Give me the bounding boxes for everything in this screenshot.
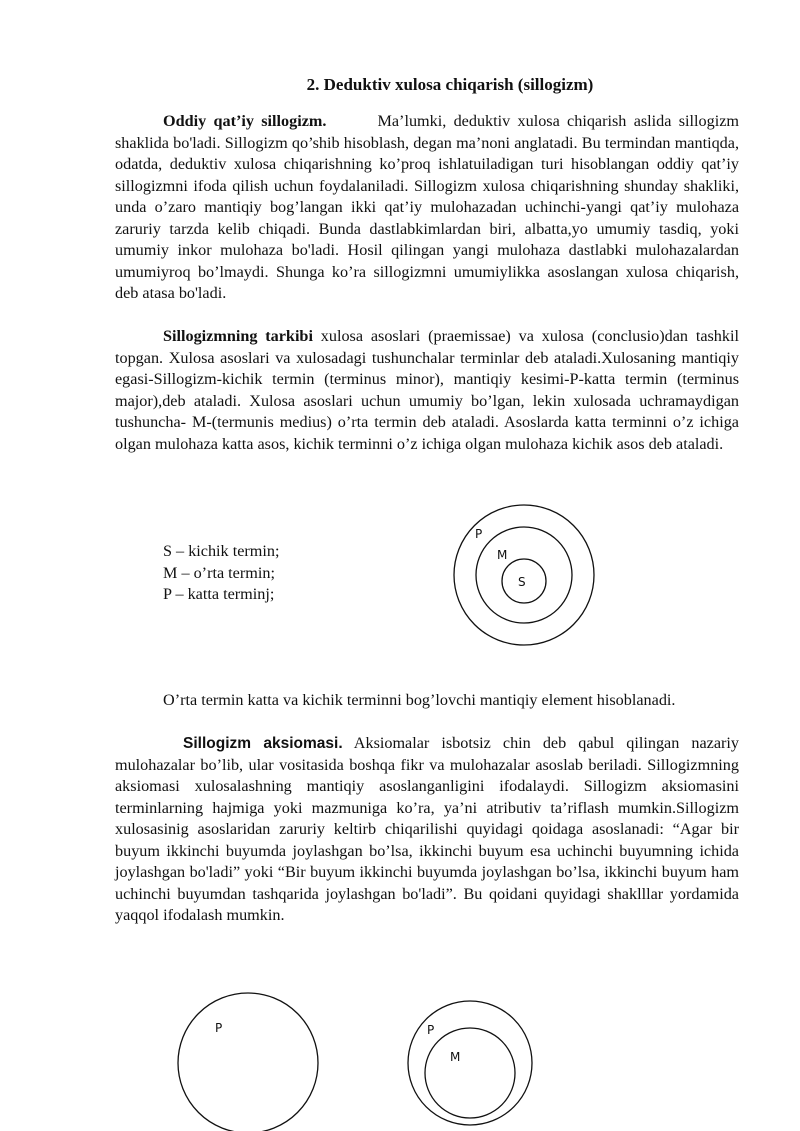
single-circle-diagram [170,980,330,1131]
section-title: 2. Deduktiv xulosa chiqarish (sillogizm) [306,75,594,94]
legend-s: S – kichik termin; [163,542,280,560]
legend-p: P – katta terminj; [163,585,275,603]
paragraph-middle-term: O’rta termin katta va kichik terminni bog’lovchi mantiqiy element hisoblanadi. [163,691,676,709]
paragraph-lead: Oddiy qat’iy sillogizm. [163,112,327,130]
paragraph-lead: Sillogizmning tarkibi [163,327,313,345]
label-p: P [215,1021,223,1035]
paragraph-text: Aksiomalar isbotsiz chin deb qabul qilingan nazariy mulohazalar bo’lib, ular vositasida boshqa fikr va mulohazalar asoslab beriladi. Sillogizmning aksiomasi xulosalashning mantiqiy asoslanganligini ifodalaydi. Sillogizm aksiomasini terminlarning hajmiga yoki mazmuniga ko’ra, ya’ni atributiv ta’riflash mumkin.Sillogizm xulosasinig asoslaridan zaruriy keltirb chiqarilishi quyidagi qoidaga asoslanadi: “Agar bir buyum ikkinchi buyumda joylashgan bo’lsa, ikkinchi buyum esa uchinchi buyumning ichida joylashgan bo'ladi” yoki “Bir buyum ikkinchi buyumda joylashgan bo’lsa, ikkinchi buyum ham uchinchi buyumdan tashqarida joylashgan bo'ladi”. Bu qoidani quyidagi shaklllar yordamida yaqqol ifodalash mumkin. [115,734,740,924]
label-s: S [518,575,526,589]
term-legend [163,541,279,606]
nested-circles-diagram [440,495,610,655]
paragraph-text: xulosa asoslari (praemissae) va xulosa (conclusio)dan tashkil topgan. Xulosa asoslari va xulosadagi tushunchalar terminlar deb ataladi.Xulosaning mantiqiy egasi-Sillogizm-kichik termin (terminus minor), mantiqiy kesimi-P-katta termin (terminus major),deb ataladi. Xulosa asoslari uchun umumiy bo’lgan, lekin xulosada uchramaydigan tushuncha- M-(termunis medius) o’rta termin deb ataladi. Asoslarda katta terminni o’z ichiga olgan mulohaza katta asos, kichik terminni o’z ichiga olgan mulohaza kichik asos deb ataladi. [115,327,739,453]
circle-p [178,993,318,1131]
circle-m [425,1028,515,1118]
label-p: P [427,1023,435,1037]
legend-m: M – o’rta termin; [163,563,275,582]
label-m: M [497,548,508,562]
label-m: M [450,1050,461,1064]
paragraph-simple-syllogism [115,111,739,305]
two-circle-diagram [400,980,560,1131]
paragraph-text: Ma’lumki, deduktiv xulosa chiqarish aslida sillogizm shaklida bo'ladi. Sillogizm qo’shib hisoblash, degan ma’noni anglatadi. Bu termindan mantiqda, odatda, deduktiv xulosa chiqarishning ko’proq ishlatuiladigan turi hisoblangan oddiy qat’iy sillogizmni ifoda qilish uchun foydalaniladi. Sillogizm xulosa chiqarishning shunday shakliki, unda o’zaro mantiqiy bog’langan ikki qat’iy mulohazadan uchinchi-yangi qat’iy mulohaza zaruriy tarzda kelib chiqadi. Bunda dastlabkimlardan biri, albatta,yo umumiy tasdiq, yoki umumiy inkor mulohaza bo'ladi. Hosil qilingan yangi mulohaza dastlabki mulohazalardan umumiyroq bo’lmaydi. Shunga ko’ra sillogizmni umumiylikka asoslangan xulosa chiqarish, deb atasa bo'ladi. [115,112,739,302]
label-p: P [475,527,483,541]
paragraph-syllogism-structure [115,326,739,455]
paragraph-lead: Sillogizm aksiomasi. [183,735,343,752]
paragraph-syllogism-axiom [115,733,739,927]
